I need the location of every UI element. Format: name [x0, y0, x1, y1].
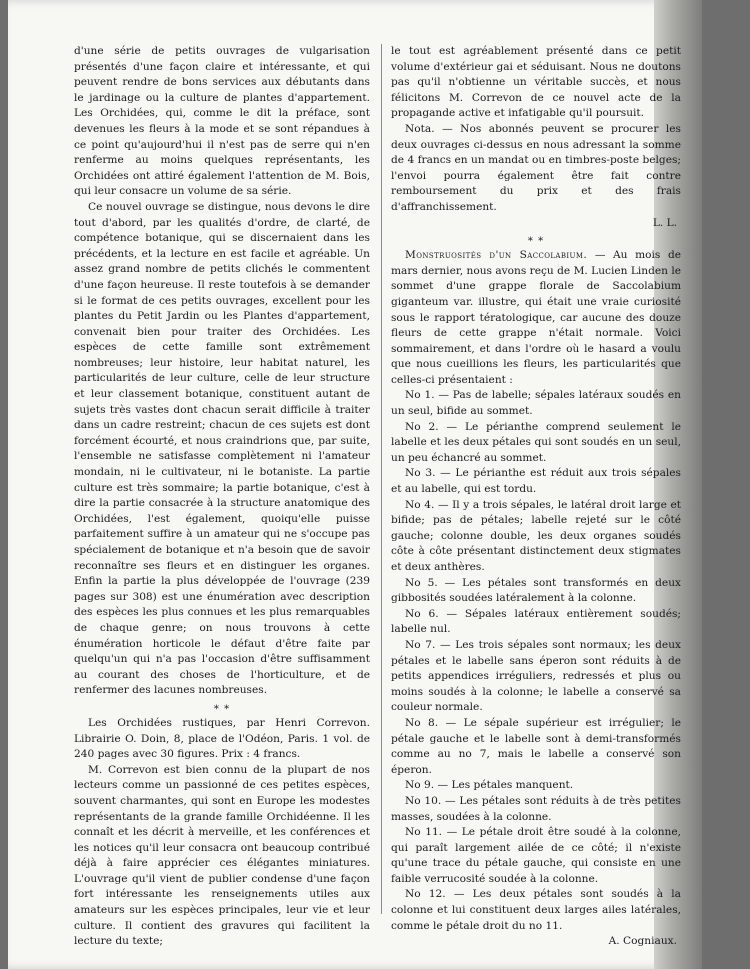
list-item: No 12. — Les deux pétales sont soudés à la colonne et lui constituent deux larges ailes latérales, comme le pétale droit du no 11. — [391, 888, 681, 932]
signature-1: L. L. — [652, 216, 677, 229]
list-item: No 2. — Le périanthe comprend seulement le labelle et les deux pétales qui sont soudés en un seul, un peu échancré au sommet. — [391, 420, 681, 464]
list-item: No 1. — Pas de labelle; sépales latéraux soudés en un seul, bifide au sommet. — [391, 389, 681, 418]
right-column — [391, 44, 681, 950]
list-item: No 6. — Sépales latéraux entièrement soudés; labelle nul. — [391, 607, 681, 636]
section-separator: * * — [213, 703, 231, 715]
nota-paragraph: Nota. — Nos abonnés peuvent se procurer les deux ouvrages ci-dessus en nous adressant la somme de 4 francs en un mandat ou en timbres-poste belges; l'envoi pourra également être fait contre remboursement du prix et des frais d'affranchissement. — [391, 122, 681, 213]
list-item: No 4. — Il y a trois sépales, le latéral droit large et bifide; pas de pétales; labelle rejeté sur le côté gauche; colonne double, les deux organes soudés côte à côte présentant distinctement deux stigmates et deux anthères. — [391, 498, 681, 573]
right-paragraph-1: le tout est agréablement présenté dans ce petit volume d'extérieur gai et séduisant. Nous ne doutons pas qu'il n'obtienne un véritable succès, et nous félicitons M. Correvon de ce nouvel acte de la propagande active et infatigable qu'il poursuit. — [391, 45, 681, 120]
list-item: No 11. — Le pétale droit être soudé à la colonne, qui paraît largement ailée de ce côté; il n'existe qu'une trace du pétale gauche, qui consiste en une faible verrucosité soudée à la colonne. — [391, 826, 681, 885]
book-reference: Les Orchidées rustiques, par Henri Correvon. Librairie O. Doin, 8, place de l'Odéon, Paris. 1 vol. de 240 pages avec 30 figures. Prix : 4 francs. — [74, 716, 370, 761]
article-title: Monstruosités d'un Saccolabium. — [405, 249, 588, 262]
left-paragraph-1: d'une série de petits ouvrages de vulgarisation présentés d'une façon claire et intéressante, et qui peuvent rendre de bons services aux débutants dans le jardinage ou la culture de plantes d'appartement. Les Orchidées, qui, comme le dit la préface, sont devenues les fleurs à la mode et se sont répandues à ce point qu'aujourd'hui il n'est pas de serre qui n'en renferme au moins quelques représentants, les Orchidées ont attiré également l'attention de M. Bois, qui leur consacre un volume de sa série. — [74, 45, 370, 198]
list-item: No 7. — Les trois sépales sont normaux; les deux pétales et le labelle sans éperon sont réduits à de petits appendices irréguliers, redressés et plus ou moins soudés à la colonne; le labelle a conservé sa couleur normale. — [391, 638, 681, 714]
column-divider — [381, 44, 382, 914]
list-item: No 9. — Les pétales manquent. — [405, 779, 574, 792]
section-separator: * * — [527, 236, 545, 248]
left-column — [74, 44, 370, 950]
left-paragraph-3: M. Correvon est bien connu de la plupart de nos lecteurs comme un passionné de ces petites espèces, souvent charmantes, qui sont en Europe les modestes représentants de la grande famille Orchidéenne. Il les connaît et les décrit à merveille, et les conférences et les notices qu'il leur consacra ont beaucoup contribué déjà à faire apprécier ces élégantes miniatures. L'ouvrage qu'il vient de publier condense d'une façon fort intéressante les renseignements utiles aux amateurs sur les espèces principales, leur vie et leur culture. Il contient des gravures qui facilitent la lecture du texte; — [74, 763, 370, 948]
list-item: No 10. — Les pétales sont réduits à de très petites masses, soudées à la colonne. — [391, 794, 681, 823]
left-paragraph-2: Ce nouvel ouvrage se distingue, nous devons le dire tout d'abord, par les qualités d'ordre, de clarté, de compétence botanique, qui se discernaient dans les précédents, et la lecture en est facile et agréable. Un assez grand nombre de petits clichés le commentent d'une façon heureuse. Il reste toutefois à se demander si le format de ces petits ouvrages, excellent pour les plantes du Petit Jardin ou les Plantes d'appartement, convenait bien pour traiter des Orchidées. Les espèces de cette famille sont extrêmement nombreuses; leur histoire, leur habitat naturel, les particularités de leur culture, celle de leur structure et leur classement botanique, constituent autant de sujets très vastes dont chacun serait difficile à traiter dans un cadre restreint; chacun de ces sujets est dont forcément écourté, et nous craindrions que, par suite, l'ensemble ne satisfasse complètement ni l'amateur mondain, ni le cultivateur, ni le botaniste. La partie culture est très sommaire; la partie botanique, c'est à dire la partie consacrée à la structure anatomique des Orchidées, l'est également, quoiqu'elle puisse parfaitement suffire à un amateur qui ne s'occupe pas spécialement de botanique et n'a besoin que de savoir reconnaître ses fleurs et en distinguer les organes. Enfin la partie la plus développée de l'ouvrage (239 pages sur 308) est une énumération avec description des espèces les plus connues et les plus remarquables de chaque genre; on nous trouvons à cette énumération horticole le défaut d'être faite par quelqu'un qui n'a pas l'occasion d'être suffisamment au courant des choses de l'horticulture, et de renfermer des lacunes nombreuses. — [74, 200, 370, 697]
article-intro — [391, 248, 681, 388]
signature-2: A. Cogniaux. — [608, 935, 677, 948]
list-item: No 8. — Le sépale supérieur est irrégulier; le pétale gauche et le labelle sont à demi-transformés comme au no 7, mais le labelle a conservé son éperon. — [391, 716, 681, 776]
list-item: No 5. — Les pétales sont transformés en deux gibbosités soudées latéralement à la colonne. — [391, 576, 681, 605]
item-list — [391, 388, 681, 934]
article-intro-text: — Au mois de mars dernier, nous avons reçu de M. Lucien Linden le sommet d'une grappe florale de Saccolabium giganteum var. illustre, qui était une vraie curiosité sous le rapport tératologique, car aucune des douze fleurs de cette grappe n'était normale. Voici sommairement, et dans l'ordre où le hasard a voulu que nous cueillions les fleurs, les particularités que celles-ci présentaient : — [391, 249, 681, 386]
list-item: No 3. — Le périanthe est réduit aux trois sépales et au labelle, qui est tordu. — [391, 467, 681, 496]
journal-page — [8, 0, 702, 969]
